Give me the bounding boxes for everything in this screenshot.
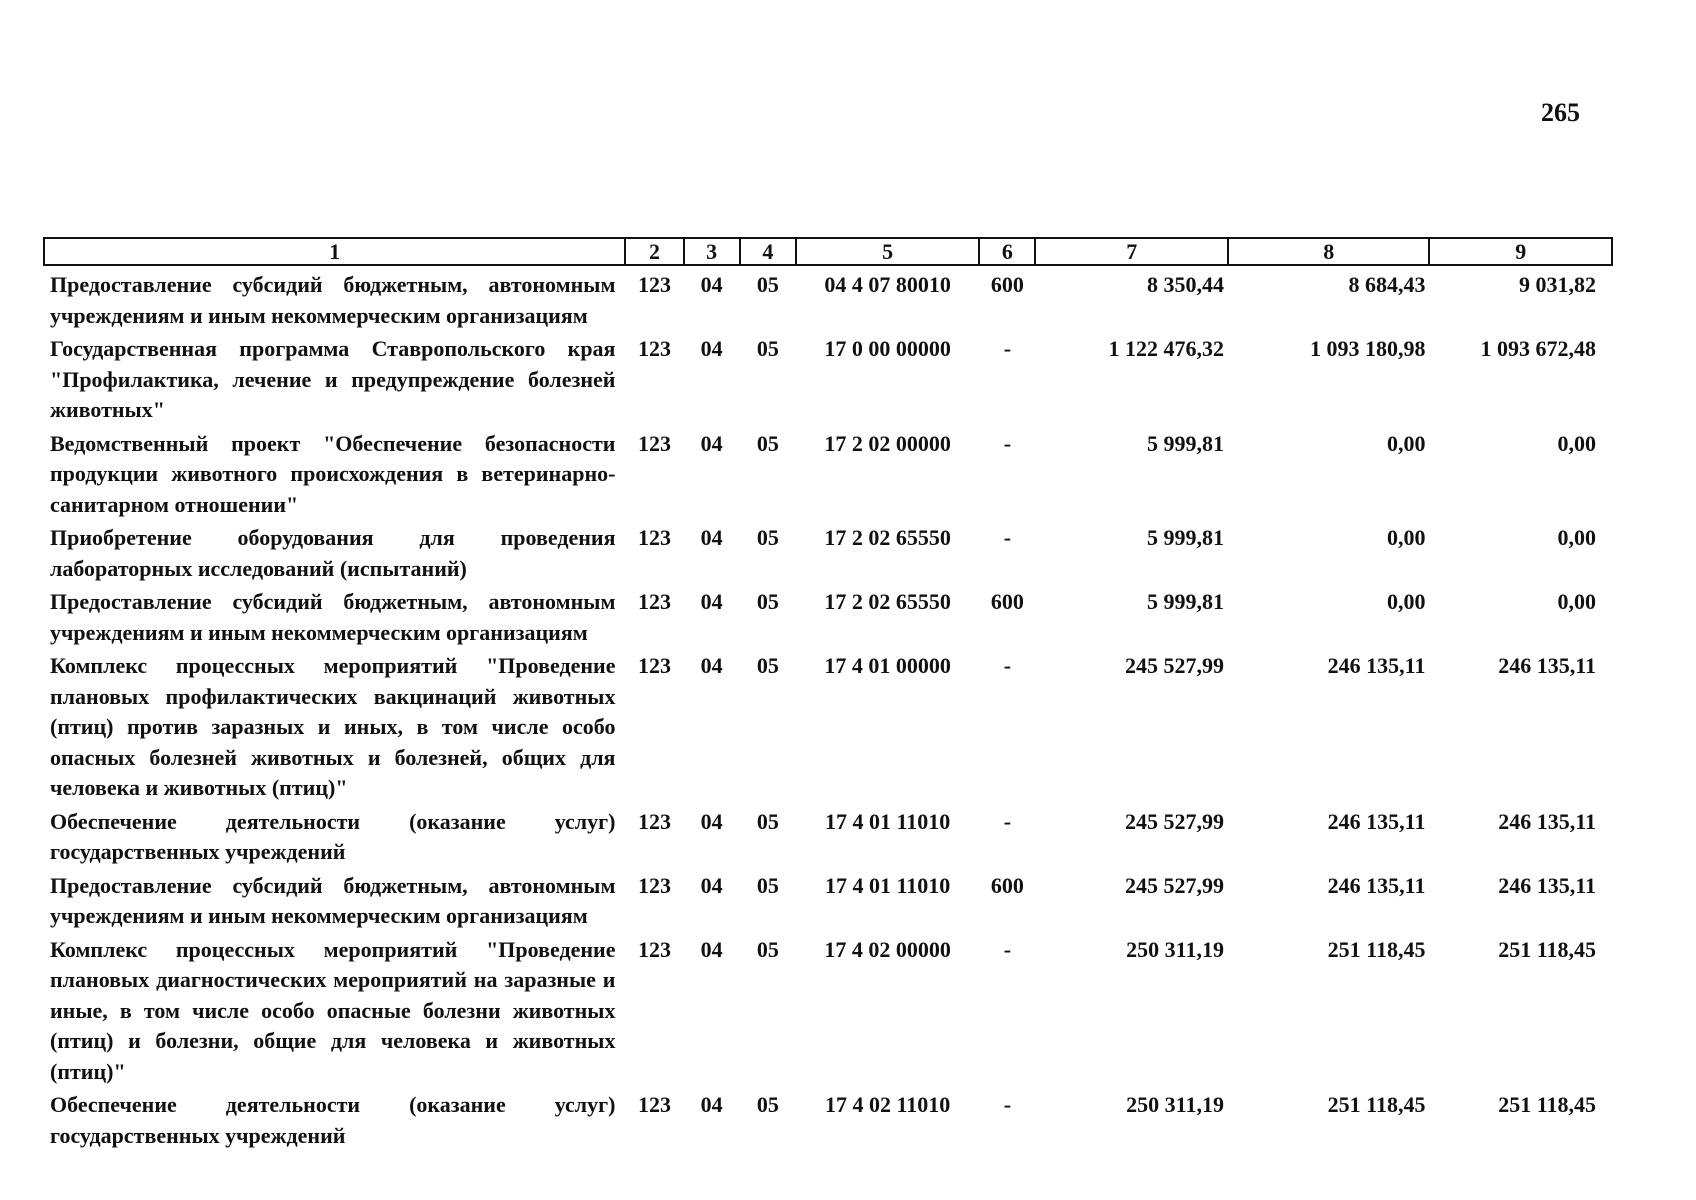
amount-col-7: 250 311,19 [1126, 1092, 1224, 1117]
amount-col-9: 0,00 [1557, 589, 1596, 614]
target-article-code: 17 4 02 11010 [824, 1092, 951, 1117]
table-row [44, 804, 1612, 868]
amount-col-9: 0,00 [1557, 430, 1596, 456]
expense-type-code: - [1003, 1092, 1012, 1117]
amount-col-7: 245 527,99 [1124, 808, 1224, 834]
amount-col-9: 246 135,11 [1498, 872, 1596, 898]
amount-col-8: 1 093 180,98 [1309, 336, 1426, 361]
amount-col-8: 251 118,45 [1327, 936, 1426, 962]
expense-type-code: 600 [990, 589, 1024, 614]
ministry-code: 123 [638, 525, 672, 550]
subsection-code: 05 [756, 872, 779, 898]
amount-col-7: 1 122 476,32 [1108, 336, 1224, 361]
amount-col-9: 9 031,82 [1519, 272, 1596, 297]
column-header-3: 3 [684, 238, 740, 265]
expense-type-code: - [1003, 525, 1012, 550]
expense-type-code: 600 [990, 272, 1024, 297]
row-name: Обеспечение деятельности (оказание услуг) государственных учреждений [50, 1092, 616, 1148]
column-header-9: 9 [1429, 238, 1612, 265]
expense-type-code: - [1003, 430, 1012, 456]
amount-col-9: 1 093 672,48 [1480, 336, 1596, 361]
section-code: 04 [700, 589, 723, 614]
column-header-7: 7 [1035, 238, 1227, 265]
amount-col-7: 8 350,44 [1146, 272, 1224, 297]
amount-col-9: 251 118,45 [1498, 936, 1596, 962]
subsection-code: 05 [756, 525, 779, 550]
row-name: Приобретение оборудования для проведения лабораторных исследований (испытаний) [50, 525, 616, 581]
target-article-code: 17 4 01 11010 [824, 872, 951, 898]
section-code: 04 [700, 336, 723, 361]
ministry-code: 123 [638, 336, 672, 361]
subsection-code: 05 [756, 1092, 779, 1117]
section-code: 04 [700, 936, 723, 962]
target-article-code: 17 0 00 00000 [824, 336, 951, 361]
target-article-code: 17 4 02 00000 [824, 936, 951, 962]
subsection-code: 05 [756, 808, 779, 834]
page-number: 265 [1541, 98, 1580, 127]
ministry-code: 123 [638, 936, 672, 962]
table-row [44, 584, 1612, 648]
amount-col-8: 246 135,11 [1327, 872, 1426, 898]
amount-col-7: 250 311,19 [1126, 936, 1224, 962]
section-code: 04 [700, 272, 723, 297]
amount-col-7: 245 527,99 [1124, 653, 1224, 678]
subsection-code: 05 [756, 936, 779, 962]
amount-col-8: 0,00 [1386, 430, 1426, 456]
expense-type-code: - [1003, 808, 1012, 834]
amount-col-8: 0,00 [1386, 525, 1426, 550]
amount-col-9: 246 135,11 [1498, 808, 1596, 834]
table-row [44, 1087, 1612, 1151]
row-name: Ведомственный проект "Обеспечение безопасности продукции животного происхождения в ветеринарно-санитарном отношении" [50, 430, 616, 517]
table-row [44, 265, 1612, 331]
column-header-6: 6 [979, 238, 1035, 265]
table-row [44, 520, 1612, 584]
expense-type-code: - [1003, 653, 1012, 678]
amount-col-9: 251 118,45 [1498, 1092, 1596, 1117]
row-name: Предоставление субсидий бюджетным, автономным учреждениям и иным некоммерческим организациям [50, 272, 616, 328]
amount-col-7: 5 999,81 [1146, 589, 1224, 614]
target-article-code: 04 4 07 80010 [824, 272, 951, 297]
amount-col-9: 246 135,11 [1498, 653, 1596, 678]
target-article-code: 17 4 01 11010 [824, 808, 951, 834]
row-name: Комплекс процессных мероприятий "Проведение плановых профилактических вакцинаций животных (птиц) против заразных и иных, в том числе особо опасных болезней животных и болезней, общих для человека и животных (птиц)" [50, 653, 616, 800]
subsection-code: 05 [756, 430, 779, 456]
amount-col-8: 246 135,11 [1327, 653, 1426, 678]
amount-col-9: 0,00 [1557, 525, 1596, 550]
expense-type-code: 600 [990, 872, 1024, 898]
section-code: 04 [700, 653, 723, 678]
ministry-code: 123 [638, 872, 672, 898]
section-code: 04 [700, 525, 723, 550]
amount-col-7: 5 999,81 [1146, 430, 1224, 456]
section-code: 04 [700, 808, 723, 834]
ministry-code: 123 [638, 272, 672, 297]
ministry-code: 123 [638, 1092, 672, 1117]
column-header-4: 4 [740, 238, 796, 265]
row-name: Государственная программа Ставропольского края "Профилактика, лечение и предупреждение болезней животных" [50, 336, 616, 422]
column-header-1: 1 [44, 238, 625, 265]
table-row [44, 932, 1612, 1088]
amount-col-8: 246 135,11 [1327, 808, 1426, 834]
column-header-5: 5 [796, 238, 979, 265]
target-article-code: 17 4 01 00000 [824, 653, 951, 678]
amount-col-8: 8 684,43 [1348, 272, 1426, 297]
target-article-code: 17 2 02 65550 [824, 589, 951, 614]
row-name: Комплекс процессных мероприятий "Проведение плановых диагностических мероприятий на заразные и иные, в том числе особо опасные болезни животных (птиц) и болезни, общие для человека и животных (птиц)" [50, 936, 616, 1084]
subsection-code: 05 [756, 272, 779, 297]
row-name: Обеспечение деятельности (оказание услуг) государственных учреждений [50, 808, 616, 864]
subsection-code: 05 [756, 653, 779, 678]
target-article-code: 17 2 02 00000 [824, 430, 951, 456]
ministry-code: 123 [638, 653, 672, 678]
section-code: 04 [700, 1092, 723, 1117]
subsection-code: 05 [756, 589, 779, 614]
row-name: Предоставление субсидий бюджетным, автономным учреждениям и иным некоммерческим организациям [50, 872, 616, 928]
budget-table [43, 237, 1613, 1151]
ministry-code: 123 [638, 808, 672, 834]
table-header-row [44, 238, 1612, 265]
column-header-8: 8 [1228, 238, 1430, 265]
expense-type-code: - [1003, 936, 1012, 962]
section-code: 04 [700, 872, 723, 898]
section-code: 04 [700, 430, 723, 456]
table-row [44, 426, 1612, 521]
amount-col-7: 245 527,99 [1124, 872, 1224, 898]
expense-type-code: - [1003, 336, 1012, 361]
amount-col-8: 0,00 [1386, 589, 1426, 614]
ministry-code: 123 [638, 430, 672, 456]
table-row [44, 648, 1612, 804]
table-row [44, 868, 1612, 932]
subsection-code: 05 [756, 336, 779, 361]
ministry-code: 123 [638, 589, 672, 614]
amount-col-8: 251 118,45 [1327, 1092, 1426, 1117]
target-article-code: 17 2 02 65550 [824, 525, 951, 550]
table-row [44, 331, 1612, 426]
column-header-2: 2 [625, 238, 683, 265]
row-name: Предоставление субсидий бюджетным, автономным учреждениям и иным некоммерческим организациям [50, 589, 616, 645]
amount-col-7: 5 999,81 [1146, 525, 1224, 550]
